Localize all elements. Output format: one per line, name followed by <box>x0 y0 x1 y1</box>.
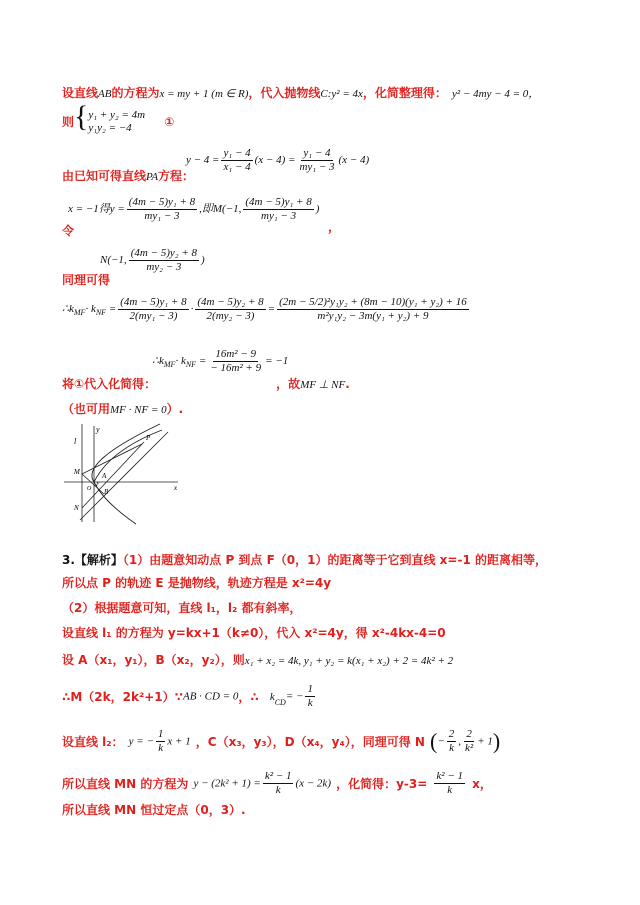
math: ,即M(−1, <box>199 203 242 216</box>
num: y₁ − 4 <box>223 147 251 159</box>
fraction <box>463 728 475 755</box>
num: y₁ − 4 <box>303 147 331 159</box>
paren: ( <box>430 728 438 754</box>
text: ，化简得：y-3= <box>336 777 428 791</box>
math: MF ⊥ NF <box>300 379 346 391</box>
den: my₁ − 3 <box>261 210 297 222</box>
math: · k <box>85 303 96 316</box>
num: (4m − 5)y₁ + 8 <box>128 196 196 208</box>
fraction <box>156 728 166 755</box>
part3-line9: 所以直线 MN 恒过定点（0，3）. <box>62 803 246 817</box>
math: PA <box>146 171 159 183</box>
sub: NF <box>95 308 107 318</box>
m-point-equation <box>68 196 319 223</box>
math: AB · CD = 0 <box>182 690 239 703</box>
system-of-equations <box>62 102 174 135</box>
part3-line5 <box>62 649 453 668</box>
math: AB <box>98 88 112 100</box>
math: ∴k <box>62 303 74 316</box>
math: (x − 2k) <box>295 777 331 790</box>
num: 1 <box>157 728 164 740</box>
fraction <box>221 147 252 174</box>
fraction <box>208 348 263 375</box>
den: 2(my₁ − 3) <box>129 310 178 322</box>
line-pa-equation <box>186 147 369 174</box>
math: y − (2k² + 1) = <box>193 777 261 790</box>
fraction <box>305 683 315 710</box>
math: = <box>108 303 117 316</box>
fraction <box>118 296 188 323</box>
den: k <box>307 697 313 709</box>
circle-mark: ① <box>164 114 175 129</box>
slope-result-equation <box>152 348 288 375</box>
math: y² − 4my − 4 = 0 <box>452 88 529 100</box>
num: 1 <box>307 683 313 695</box>
num: k² − 1 <box>264 770 292 782</box>
label-y: y <box>96 425 100 434</box>
text: 设 A（x₁，y₁），B（x₂，y₂），则 <box>62 653 245 667</box>
label-x: x <box>174 484 178 492</box>
num: (4m − 5)y₁ + 8 <box>120 296 187 308</box>
line-ma <box>82 474 104 494</box>
den: − 16m² + 9 <box>210 362 262 374</box>
text-comma: ， <box>328 220 341 234</box>
text: ）. <box>166 402 184 416</box>
den: k <box>449 742 454 754</box>
math: MF · NF = 0 <box>110 404 167 416</box>
label-o: O <box>87 486 92 492</box>
den: my₁ − 3 <box>299 161 335 173</box>
den: m²y₁y₂ − 3m(y₁ + y₂) + 9 <box>317 310 429 322</box>
fraction <box>129 247 199 274</box>
den: k <box>447 784 453 796</box>
math: ∴k <box>152 355 164 368</box>
part3-line4: 设直线 l₁ 的方程为 y=kx+1（k≠0），代入 x²=4y，得 x²-4kx-4=0 <box>62 626 446 640</box>
sub: CD <box>274 698 286 708</box>
math: y − 4 = <box>186 154 220 167</box>
num: 2 <box>448 728 455 740</box>
sub: MF <box>73 308 86 318</box>
label-a: A <box>102 472 107 480</box>
num: k² − 1 <box>436 770 463 782</box>
math: k <box>269 690 275 703</box>
n-point-equation <box>100 247 205 274</box>
text: （也可用 <box>62 402 111 416</box>
line-ab-equation <box>62 82 539 101</box>
text: 设直线 l₂： <box>62 735 124 749</box>
num: (4m − 5)y₁ + 8 <box>245 196 312 208</box>
fraction <box>277 296 469 323</box>
system <box>88 109 145 135</box>
conclusion-line <box>62 373 350 392</box>
num: (2m − 5/2)²y₁y₂ + (8m − 10)(y₁ + y₂) + 16 <box>279 296 467 308</box>
eq: y₁y₂ = −4 <box>88 121 132 134</box>
math: N(−1, <box>100 254 127 267</box>
part3-line3: （2）根据题意可知，直线 l₁，l₂ 都有斜率， <box>62 601 302 615</box>
fraction <box>447 728 457 755</box>
fraction <box>434 770 465 797</box>
den: my₂ − 3 <box>146 261 182 273</box>
text: x， <box>472 777 492 791</box>
text: ，化简整理得： <box>362 86 447 100</box>
math: = <box>267 303 276 316</box>
alt-method-line <box>62 398 183 417</box>
fraction <box>195 296 265 323</box>
eq: y₁ + y₂ = 4m <box>88 108 146 121</box>
num: (4m − 5)y₂ + 8 <box>197 296 264 308</box>
num: 2 <box>466 728 472 740</box>
text: （1）由题意知动点 P 到点 F（0，1）的距离等于它到直线 x=-1 的距离相等， <box>122 553 547 567</box>
math: x + 1 <box>167 735 191 748</box>
text: ∴M（2k，2k²+1）∵ <box>62 690 183 704</box>
line-ab <box>80 432 168 520</box>
fraction <box>127 196 197 223</box>
math: ) <box>315 203 320 216</box>
den: k² <box>465 742 474 754</box>
text: 的方程为 <box>111 86 160 100</box>
line-pa-label <box>62 165 194 184</box>
text-similarly: 同理可得 <box>62 273 111 287</box>
paren: ) <box>492 728 501 754</box>
math: y = − <box>128 735 154 748</box>
line-pm <box>82 444 142 474</box>
text: ，故 <box>276 377 301 391</box>
text: . <box>345 377 350 391</box>
text-ling: 令 <box>62 224 75 238</box>
math: · k <box>175 355 186 368</box>
math: = −1 <box>265 355 289 368</box>
math: (x − 4) <box>338 154 370 167</box>
label-b: B <box>104 488 109 496</box>
den: 2(my₂ − 3) <box>206 310 255 322</box>
math: x₁ + x₂ = 4k, y₁ + y₂ = k(x₁ + x₂) + 2 = 4k² + 2 <box>244 655 454 667</box>
math: = <box>198 355 207 368</box>
minus: − <box>437 735 445 748</box>
text: 则 <box>62 115 75 129</box>
math: · <box>190 303 194 316</box>
text: 方程： <box>158 169 195 183</box>
comma: , <box>458 735 462 748</box>
fraction <box>297 147 336 174</box>
math: x = −1得y = <box>68 203 125 216</box>
math: = − <box>285 690 304 703</box>
text: ，C（x₃，y₃），D（x₄，y₄），同理可得 N <box>195 735 425 749</box>
heading-label: 3.【解析】 <box>62 553 123 567</box>
math: (x − 4) = <box>254 154 296 167</box>
text: ，∴ <box>238 690 259 704</box>
text: 设直线 <box>62 86 99 100</box>
fraction <box>243 196 313 223</box>
sub: NF <box>185 360 197 370</box>
part3-heading <box>62 549 547 568</box>
den: x₁ − 4 <box>223 161 251 173</box>
part3-line2: 所以点 P 的轨迹 E 是抛物线，轨迹方程是 x²=4y <box>62 576 332 590</box>
label-n: N <box>74 504 79 512</box>
part3-line7 <box>62 728 500 755</box>
text: 由已知可得直线 <box>62 169 147 183</box>
line-np <box>82 442 144 508</box>
label-l: l <box>74 437 77 446</box>
num: 16m² − 9 <box>215 348 257 360</box>
fraction <box>263 770 294 797</box>
text: 所以直线 MN 的方程为 <box>62 777 189 791</box>
sub: MF <box>163 360 176 370</box>
den: my₁ − 3 <box>144 210 180 222</box>
math: ， <box>528 88 540 100</box>
label-p: P <box>146 434 151 442</box>
text: 将①代入化简得： <box>62 377 157 391</box>
math: ) <box>201 254 205 267</box>
text: ，代入抛物线 <box>248 86 321 100</box>
part3-line8 <box>62 770 492 797</box>
brace: { <box>74 100 89 133</box>
den: k <box>275 784 281 796</box>
label-m: M <box>74 468 80 476</box>
den: k <box>158 742 164 754</box>
parabola-graph <box>60 422 185 527</box>
math: + 1 <box>477 735 493 748</box>
label-f: F <box>96 482 100 488</box>
part3-line6 <box>62 683 317 710</box>
math: x = my + 1 (m ∈ R) <box>159 88 249 100</box>
slope-product-equation <box>62 296 471 323</box>
math: C:y² = 4x <box>320 88 363 100</box>
num: (4m − 5)y₂ + 8 <box>130 247 198 259</box>
